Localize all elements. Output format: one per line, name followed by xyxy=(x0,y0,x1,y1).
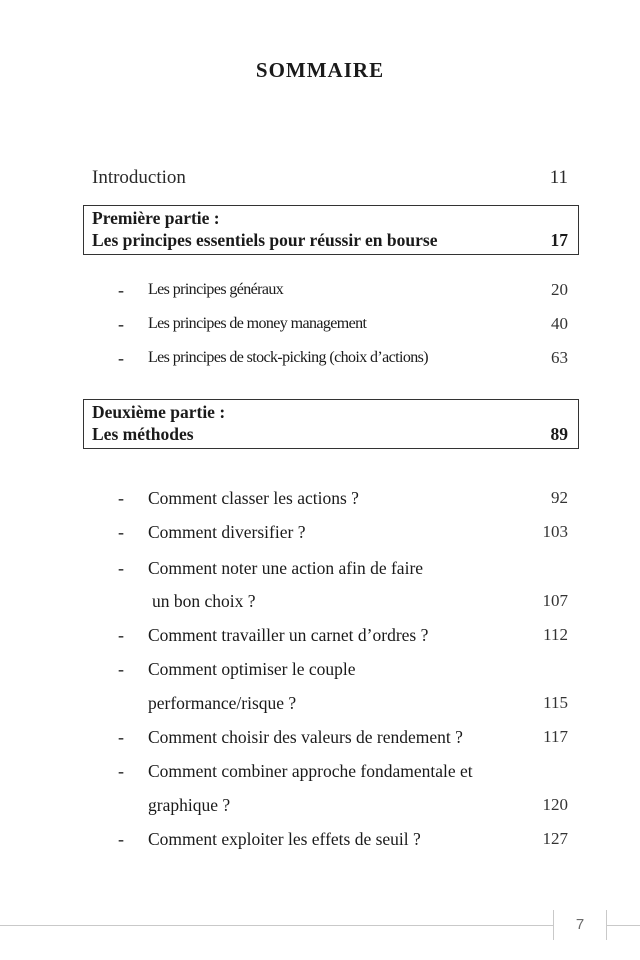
toc-entry-page: 115 xyxy=(543,693,568,712)
toc-entry-label: Comment classer les actions ? xyxy=(148,488,359,508)
toc-entry-label: performance/risque ? xyxy=(148,693,297,713)
toc-entry[interactable] xyxy=(0,520,640,544)
toc-entry-continuation[interactable] xyxy=(0,691,640,715)
toc-entry-continuation[interactable] xyxy=(0,793,640,817)
bullet-dash: - xyxy=(118,659,124,679)
page-title: SOMMAIRE xyxy=(255,58,385,82)
toc-entry-label: Comment travailler un carnet d’ordres ? xyxy=(148,625,429,645)
toc-entry-page: 127 xyxy=(542,829,568,848)
toc-entry[interactable] xyxy=(0,827,640,851)
toc-entry-page: 112 xyxy=(543,625,568,644)
bullet-dash: - xyxy=(118,348,124,368)
toc-entry-label: graphique ? xyxy=(148,795,231,815)
toc-entry[interactable] xyxy=(0,346,640,370)
toc-entry-label: un bon choix ? xyxy=(152,591,256,611)
part-number: Deuxième partie : xyxy=(92,402,226,422)
toc-entry[interactable] xyxy=(0,657,640,681)
toc-entry-page: 120 xyxy=(542,795,568,814)
page-number: 7 xyxy=(553,910,607,940)
toc-entry-label: Les principes généraux xyxy=(148,281,284,298)
bullet-dash: - xyxy=(118,558,124,578)
toc-entry-label: Comment choisir des valeurs de rendement ? xyxy=(148,727,463,747)
part-title: Les méthodes xyxy=(92,424,194,444)
toc-entry-page: 107 xyxy=(542,591,568,610)
toc-entry-page: 92 xyxy=(551,488,568,507)
toc-entry-label: Les principes de stock-picking (choix d’actions) xyxy=(148,349,428,366)
bullet-dash: - xyxy=(118,625,124,645)
toc-entry-label: Comment diversifier ? xyxy=(148,522,306,542)
toc-entry-continuation[interactable] xyxy=(0,589,640,613)
bullet-dash: - xyxy=(118,314,124,334)
toc-entry[interactable] xyxy=(0,556,640,580)
toc-entry-label: Introduction xyxy=(92,167,186,188)
toc-entry-page: 117 xyxy=(543,727,568,746)
toc-entry-page: 11 xyxy=(549,167,568,188)
toc-entry[interactable] xyxy=(0,725,640,749)
toc-entry[interactable] xyxy=(0,486,640,510)
toc-entry-page: 103 xyxy=(542,522,568,541)
toc-entry-label: Comment exploiter les effets de seuil ? xyxy=(148,829,421,849)
toc-entry-page: 20 xyxy=(551,280,568,299)
toc-entry-label: Comment optimiser le couple xyxy=(148,659,356,679)
toc-entry-label: Les principes de money management xyxy=(148,315,367,332)
toc-entry[interactable] xyxy=(0,278,640,302)
toc-entry-label: Comment combiner approche fondamentale et xyxy=(148,761,473,781)
toc-entry[interactable] xyxy=(0,623,640,647)
footer-rule-left xyxy=(0,925,553,926)
bullet-dash: - xyxy=(118,829,124,849)
bullet-dash: - xyxy=(118,522,124,542)
toc-entry[interactable] xyxy=(0,759,640,783)
part-heading-2[interactable] xyxy=(83,399,579,449)
bullet-dash: - xyxy=(118,727,124,747)
part-page: 17 xyxy=(550,230,568,250)
toc-entry-introduction[interactable] xyxy=(0,166,640,190)
part-heading-1[interactable] xyxy=(83,205,579,255)
bullet-dash: - xyxy=(118,488,124,508)
bullet-dash: - xyxy=(118,761,124,781)
toc-entry-page: 63 xyxy=(551,348,568,367)
part-page: 89 xyxy=(550,424,568,444)
toc-entry[interactable] xyxy=(0,312,640,336)
toc-entry-label: Comment noter une action afin de faire xyxy=(148,558,424,578)
footer-rule-right xyxy=(607,925,640,926)
toc-entry-page: 40 xyxy=(551,314,568,333)
bullet-dash: - xyxy=(118,280,124,300)
part-number: Première partie : xyxy=(92,208,220,228)
part-title: Les principes essentiels pour réussir en bourse xyxy=(92,230,438,250)
